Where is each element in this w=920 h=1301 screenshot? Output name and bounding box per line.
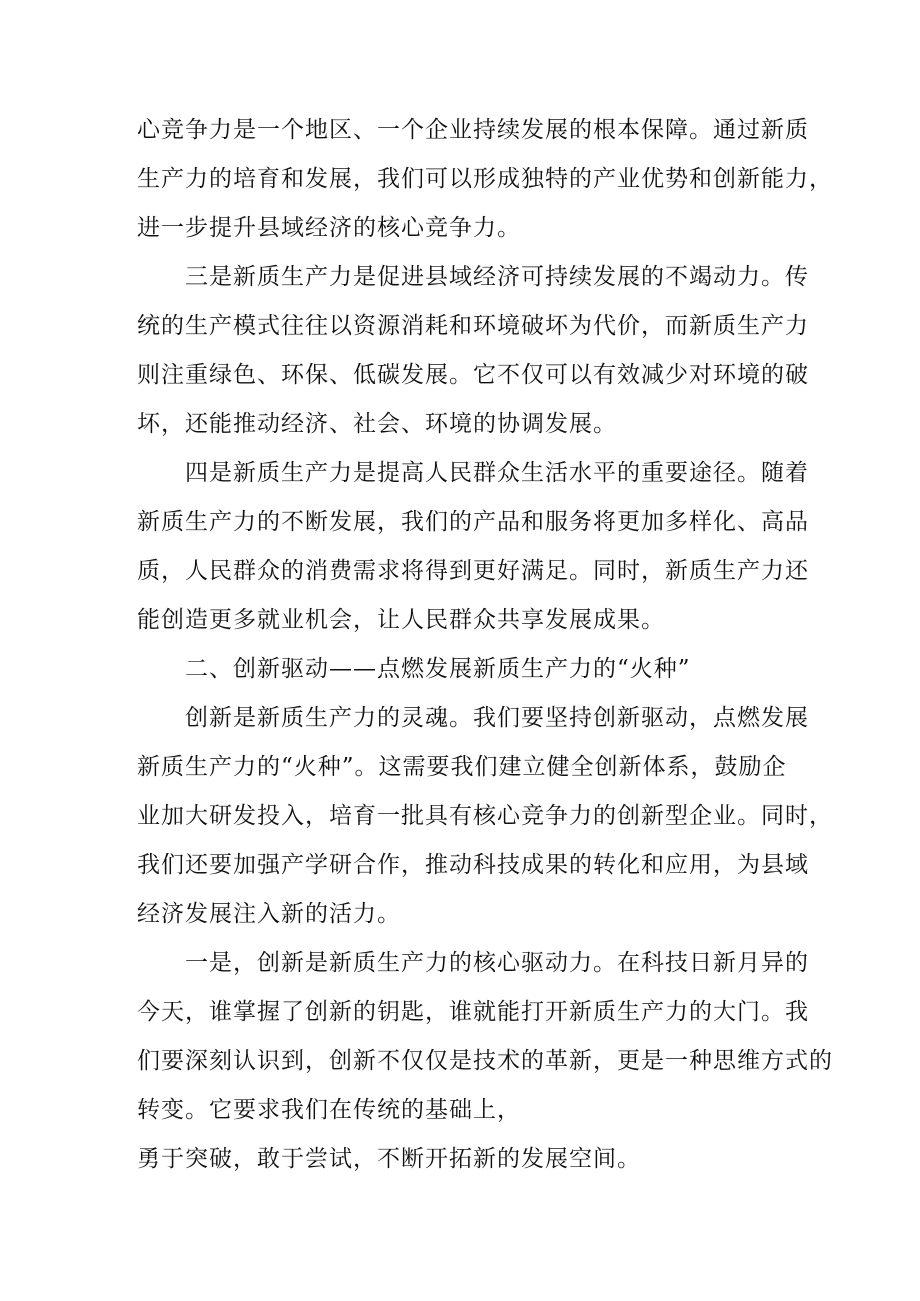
text-line: 质，人民群众的消费需求将得到更好满足。同时，新质生产力还 (137, 558, 809, 584)
text-line: 心竞争力是一个地区、一个企业持续发展的根本保障。通过新质 (137, 117, 809, 143)
text-line: 坏，还能推动经济、社会、环境的协调发展。 (137, 411, 617, 437)
text-line: 经济发展注入新的活力。 (137, 901, 401, 927)
text-line: 勇于突破，敢于尝试，不断开拓新的发展空间。 (137, 1146, 641, 1172)
text-line: 们要深刻认识到，创新不仅仅是技术的革新，更是一种思维方式的 (137, 1048, 833, 1074)
text-line: 今天，谁掌握了创新的钥匙，谁就能打开新质生产力的大门。我 (137, 999, 809, 1025)
text-line: 转变。它要求我们在传统的基础上， (137, 1097, 521, 1123)
text-line: 统的生产模式往往以资源消耗和环境破坏为代价，而新质生产力 (137, 313, 809, 339)
paragraph-start-line: 创新是新质生产力的灵魂。我们要坚持创新驱动，点燃发展 (185, 705, 809, 731)
text-line: 业加大研发投入，培育一批具有核心竞争力的创新型企业。同时， (137, 803, 833, 829)
text-line: 生产力的培育和发展，我们可以形成独特的产业优势和创新能力， (137, 166, 833, 192)
text-line: 新质生产力的“火种”。这需要我们建立健全创新体系，鼓励企 (137, 754, 787, 780)
paragraph-start-line: 四是新质生产力是提高人民群众生活水平的重要途径。随着 (185, 460, 809, 486)
paragraph-start-line: 一是，创新是新质生产力的核心驱动力。在科技日新月异的 (185, 950, 809, 976)
text-line: 则注重绿色、环保、低碳发展。它不仅可以有效减少对环境的破 (137, 362, 809, 388)
paragraph-start-line: 三是新质生产力是促进县域经济可持续发展的不竭动力。传 (185, 264, 809, 290)
text-line: 进一步提升县域经济的核心竞争力。 (137, 215, 521, 241)
text-line: 新质生产力的不断发展，我们的产品和服务将更加多样化、高品 (137, 509, 809, 535)
text-line: 我们还要加强产学研合作，推动科技成果的转化和应用，为县域 (137, 852, 809, 878)
section-heading: 二、创新驱动——点燃发展新质生产力的“火种” (185, 656, 691, 682)
text-line: 能创造更多就业机会，让人民群众共享发展成果。 (137, 607, 665, 633)
